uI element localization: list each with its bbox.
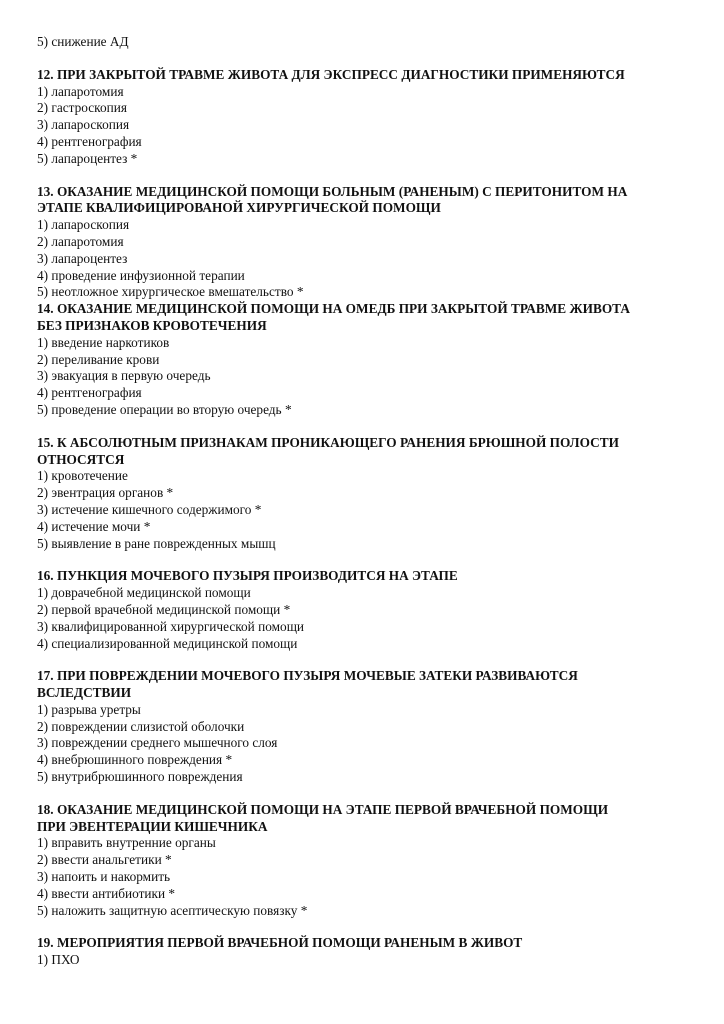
answer-option: 5) проведение операции во вторую очередь *	[37, 401, 292, 417]
answer-option: 1) лапароскопия	[37, 217, 130, 233]
answer-option: 2) эвентрация органов *	[37, 485, 174, 501]
answer-option: 5) лапароцентез *	[37, 150, 138, 166]
answer-option: 4) внебрюшинного повреждения *	[37, 752, 233, 768]
question-title: 19. МЕРОПРИЯТИЯ ПЕРВОЙ ВРАЧЕБНОЙ ПОМОЩИ РАНЕНЫМ В ЖИВОТ	[37, 935, 523, 951]
answer-option: 5) неотложное хирургическое вмешательство *	[37, 284, 304, 300]
answer-option: 3) эвакуация в первую очередь	[37, 368, 211, 384]
answer-option: 3) лапароцентез	[37, 250, 128, 266]
answer-option: 1) разрыва уретры	[37, 701, 141, 717]
answer-option: 1) ПХО	[37, 952, 80, 968]
question-title: 16. ПУНКЦИЯ МОЧЕВОГО ПУЗЫРЯ ПРОИЗВОДИТСЯ НА ЭТАПЕ	[37, 568, 458, 584]
answer-option: 3) истечение кишечного содержимого *	[37, 501, 262, 517]
answer-option: 2) первой врачебной медицинской помощи *	[37, 601, 291, 617]
answer-option: 2) ввести анальгетики *	[37, 852, 172, 868]
answer-option: 3) лапароскопия	[37, 117, 130, 133]
question-title: 18. ОКАЗАНИЕ МЕДИЦИНСКОЙ ПОМОЩИ НА ЭТАПЕ ПЕРВОЙ ВРАЧЕБНОЙ ПОМОЩИ	[37, 801, 609, 817]
answer-option: 1) введение наркотиков	[37, 334, 170, 350]
question-title: ВСЛЕДСТВИИ	[37, 685, 132, 701]
answer-option: 4) рентгенография	[37, 133, 142, 149]
question-19	[37, 935, 697, 969]
question-title: БЕЗ ПРИЗНАКОВ КРОВОТЕЧЕНИЯ	[37, 317, 267, 333]
question-title: ОТНОСЯТСЯ	[37, 451, 125, 467]
answer-option: 1) кровотечение	[37, 468, 128, 484]
question-title: ПРИ ЭВЕНТЕРАЦИИ КИШЕЧНИКА	[37, 818, 268, 834]
question-title: 15. К АБСОЛЮТНЫМ ПРИЗНАКАМ ПРОНИКАЮЩЕГО РАНЕНИЯ БРЮШНОЙ ПОЛОСТИ	[37, 434, 619, 450]
question-title: ЭТАПЕ КВАЛИФИЦИРОВАНОЙ ХИРУРГИЧЕСКОЙ ПОМОЩИ	[37, 200, 441, 216]
question-title: 17. ПРИ ПОВРЕЖДЕНИИ МОЧЕВОГО ПУЗЫРЯ МОЧЕВЫЕ ЗАТЕКИ РАЗВИВАЮТСЯ	[37, 668, 578, 684]
answer-option: 5) внутрибрюшинного повреждения	[37, 769, 243, 785]
answer-option: 5) наложить защитную асептическую повязку *	[37, 902, 308, 918]
answer-option: 3) повреждении среднего мышечного слоя	[37, 735, 278, 751]
question-16	[37, 568, 697, 652]
answer-option: 3) напоить и накормить	[37, 869, 171, 885]
answer-option: 5) выявление в ране поврежденных мышц	[37, 535, 276, 551]
question-17	[37, 668, 697, 786]
answer-option: 4) проведение инфузионной терапии	[37, 267, 245, 283]
answer-option: 2) переливание крови	[37, 351, 160, 367]
question-15	[37, 435, 697, 553]
answer-option: 1) лапаротомия	[37, 83, 124, 99]
answer-option: 1) вправить внутренние органы	[37, 835, 216, 851]
answer-option: 3) квалифицированной хирургической помощи	[37, 618, 305, 634]
question-12	[37, 67, 697, 168]
document-page	[37, 34, 697, 969]
answer-option: 2) лапаротомия	[37, 233, 124, 249]
answer-option: 1) доврачебной медицинской помощи	[37, 585, 251, 601]
question-title: 14. ОКАЗАНИЕ МЕДИЦИНСКОЙ ПОМОЩИ НА ОМЕДБ ПРИ ЗАКРЫТОЙ ТРАВМЕ ЖИВОТА	[37, 301, 630, 317]
answer-option: 4) истечение мочи *	[37, 518, 151, 534]
question-title: 13. ОКАЗАНИЕ МЕДИЦИНСКОЙ ПОМОЩИ БОЛЬНЫМ (РАНЕНЫМ) С ПЕРИТОНИТОМ НА	[37, 183, 628, 199]
question-13	[37, 184, 697, 302]
question-14	[37, 301, 697, 419]
answer-option: 4) ввести антибиотики *	[37, 885, 176, 901]
answer-option: 2) гастроскопия	[37, 100, 127, 116]
answer-option: 2) повреждении слизистой оболочки	[37, 718, 245, 734]
answer-option: 4) рентгенография	[37, 385, 142, 401]
intro-option: 5) снижение АД	[37, 34, 129, 49]
question-title: 12. ПРИ ЗАКРЫТОЙ ТРАВМЕ ЖИВОТА ДЛЯ ЭКСПРЕСС ДИАГНОСТИКИ ПРИМЕНЯЮТСЯ	[37, 66, 625, 82]
question-18	[37, 802, 697, 920]
answer-option: 4) специализированной медицинской помощи	[37, 635, 298, 651]
